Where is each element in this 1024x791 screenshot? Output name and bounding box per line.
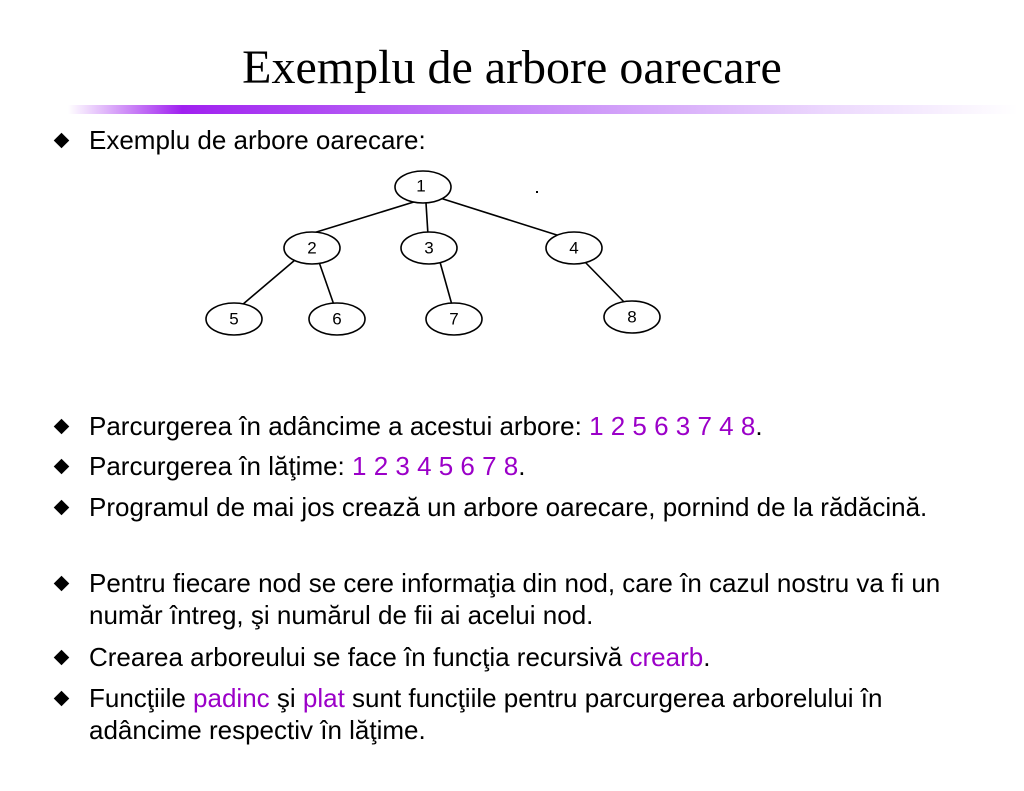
bullet-functions-label: Funcţiile [89,683,194,713]
node-label: 3 [424,238,434,258]
bullet-node-info-text: Pentru fiecare nod se cere informaţia din nod, care în cazul nostru va fi un număr întreg, şi numărul de fii ai acelui nod. [89,568,941,630]
bullet-text [89,682,980,746]
bullet-crearb [50,641,980,673]
slide-title: Exemplu de arbore oarecare [242,41,782,94]
bullet-bfs-period: . [518,451,526,481]
bullet-node-info [50,567,980,631]
node-label: 6 [332,309,342,329]
bullet-text [89,410,980,442]
diamond-bullet-icon [54,500,70,516]
tree-node [401,232,457,264]
function-plat: plat [302,683,345,713]
bullet-intro [50,124,980,156]
bfs-order: 1 2 3 4 5 6 7 8 [352,451,519,481]
edge-4-8 [585,262,626,304]
tree-node [206,303,262,335]
bullet-text [89,641,980,673]
bullet-crearb-label: Crearea arboreului se face în funcţia recursivă [89,642,630,672]
node-label: 5 [229,309,239,329]
edge-1-4 [440,198,560,236]
bullet-text [89,567,980,631]
edge-3-7 [440,262,452,305]
function-padinc: padinc [193,683,270,713]
tree-diagram [195,165,675,350]
bullet-functions-conjunction: şi [269,683,303,713]
bullet-bfs-label: Parcurgerea în lăţime: [89,451,353,481]
function-crearb: crearb [629,642,704,672]
bullet-functions-rest: sunt funcţiile pentru parcurgerea arborelului în adâncime respectiv în lăţime. [89,683,883,745]
bullet-crearb-period: . [703,642,711,672]
edge-2-5 [242,260,295,305]
tree-node [284,232,340,264]
tree-nodes [206,171,660,335]
node-label: 2 [307,238,317,258]
bullet-dfs-label: Parcurgerea în adâncime a acestui arbore: [89,411,590,441]
node-label: 1 [416,176,426,196]
node-label: 7 [449,309,459,329]
diamond-bullet-icon [54,576,70,592]
edge-1-2 [310,201,417,234]
edge-2-6 [319,262,334,305]
bullet-traversal-functions [50,682,980,746]
dfs-order: 1 2 5 6 3 7 4 8 [589,411,756,441]
tree-node [426,303,482,335]
node-label: 4 [569,238,579,258]
bullet-text [89,491,980,523]
bullet-program [50,491,980,523]
bullet-dfs [50,410,980,442]
diamond-bullet-icon [54,133,70,149]
tree-node [309,303,365,335]
edge-1-3 [426,203,428,235]
diamond-bullet-icon [54,691,70,707]
tree-node [546,232,602,264]
diamond-bullet-icon [54,459,70,475]
diamond-bullet-icon [54,419,70,435]
node-label: 8 [627,307,637,327]
bullet-dfs-period: . [755,411,763,441]
bullet-program-text: Programul de mai jos crează un arbore oarecare, pornind de la rădăcină. [89,492,928,522]
diamond-bullet-icon [54,650,70,666]
bullet-text [89,450,980,482]
tree-node [604,301,660,333]
tree-node [395,171,451,203]
stray-dot [536,191,538,193]
bullet-bfs [50,450,980,482]
bullet-intro-text: Exemplu de arbore oarecare: [89,125,426,155]
bullet-text [89,124,980,156]
